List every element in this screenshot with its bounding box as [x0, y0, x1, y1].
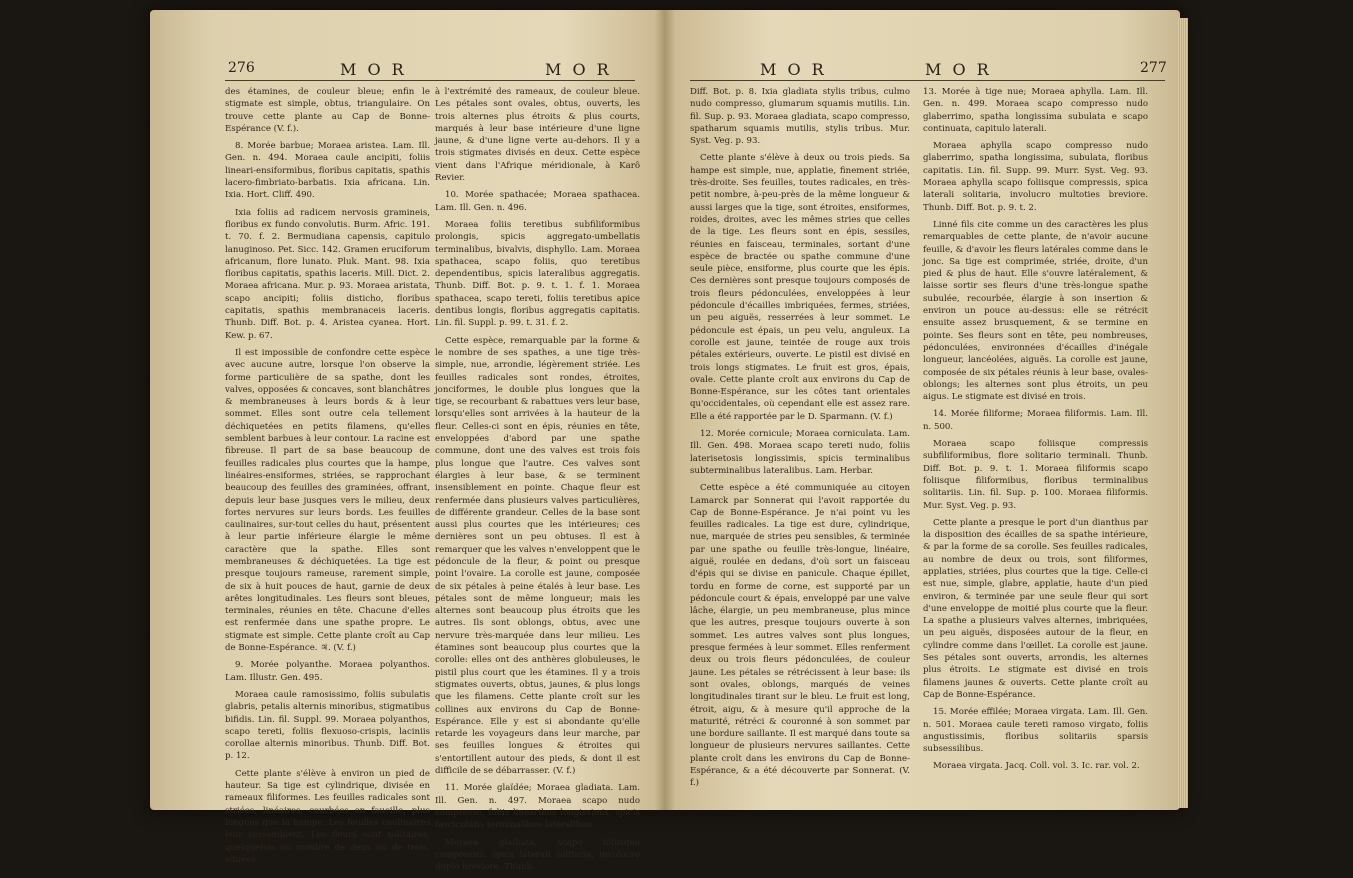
paragraph: 11. Morée glaïdée; Moraea gladiata. Lam. Ill. Gen. n. 497. Moraea scapo nudo compresso, foliis linearibus longissimis, spicis fasciculatis terminalibus lateralibus. [435, 783, 640, 831]
paragraph: 13. Morée à tige nue; Moraea aphylla. Lam. Ill. Gen. n. 499. Moraea scapo compresso nudo glaberrimo, spatha longissima subulata e scapo continuata, capitulo laterali. [923, 87, 1148, 134]
page-number-right: 277 [1140, 60, 1167, 76]
paragraph: Il est impossible de confondre cette espèce avec aucune autre, lorsque l'on observe la forme particulière de sa spathe, dont les valves, opposées & concaves, sont blanchâtres & membraneuses à leurs bords & à leur sommet. Elles sont outre cela tellement déchiquetées en petits filamens, qu'elles semblent barbues à leur contour. La racine est fibreuse. Il part de sa base beaucoup de feuilles radicales plus courtes que la hampe, linéaires-ensiformes, striées, se rapprochant beaucoup des feuilles des graminées, offrant, depuis leur base jusques vers le milieu, deux fortes nervures sur leurs bords. Les feuilles caulinaires, sur-tout celles du haut, présentent à leur partie inférieure élargie le même caractère que la spathe. Elles sont membraneuses & déchiquetées. La tige est presque toujours rameuse, rarement simple, de six à huit pouces de haut, garnie de deux arêtes longitudinales. Les fleurs sont bleues, terminales, réunies en tête. Chacune d'elles est renfermée dans une spathe propre. Le stigmate est simple. Cette plante croît au Cap de Bonne-Espérance. ♃. (V. f.) [225, 347, 430, 654]
paragraph: Moraea gladiata, scapo foliisque compressis, spica laterali solitaria, involucro duplo breviore. Thunb. [435, 837, 640, 873]
paragraph: 15. Morée effilée; Moraea virgata. Lam. Ill. Gen. n. 501. Moraea caule tereti ramoso virgato, foliis angustissimis, floribus solitariis sparsis subsessilibus. [923, 707, 1148, 755]
header-rule-left [225, 80, 635, 81]
open-book [150, 10, 1180, 873]
paragraph: Diff. Bot. p. 8. Ixia gladiata stylis tribus, culmo nudo compresso, glumarum squamis mutilis. Lin. fil. Sup. p. 93. Moraea gladiata, scapo compresso, spatharum squamis mutilis, stylis tribus. Mur. Syst. Veg. p. 93. [690, 87, 910, 147]
right-page [675, 10, 1180, 810]
paragraph: 8. Morée barbue; Moraea aristea. Lam. Ill. Gen. n. 494. Moraea caule ancipiti, foliis lineari-ensiformibus, floribus capitatis, spathis lacero-fimbriato-barbatis. Ixia africana. Lin. Ixia. Hort. Cliff. 490. [225, 141, 430, 201]
paragraph: Linné fils cite comme un des caractères les plus remarquables de cette plante, de n'avoir aucune feuille, & d'avoir les fleurs latérales comme dans le jonc. Sa tige est comprimée, striée, droite, d'un pied & plus de haut. Elle s'ouvre latéralement, & laisse sortir ses fleurs d'une très-longue spathe subulée, recourbée, élargie à son insertion & environ un pouce au-dessus: elle se rétrécit ensuite assez brusquement, & se termine en pointe. Ses fleurs sont en tête, peu nombreuses, pédonculées, environnées d'écailles d'inégale longueur, lancéolées, aiguës. La corolle est jaune, composée de six pétales réunis à leur base, ovales-oblongs; les alternes sont plus étroits, un peu aigus. Le stigmate est divisé en trois. [923, 219, 1148, 403]
paragraph: Cette plante s'élève à deux ou trois pieds. Sa hampe est simple, nue, applatie, finement striée, très-droite. Ses feuilles, toutes radicales, en très-petit nombre, à-peu-près de la même longueur & aussi larges que la tige, sont étroites, ensiformes, roides, droites, avec les mêmes stries que celles de la tige. Les fleurs sont en épis, sessiles, réunies en faisceau, terminales, sortant d'une espèce de bractée ou spathe commune d'une seule pièce, ensiforme, plus courte que les épis. Ces dernières sont presque toujours composés de trois fleurs pédonculées, enveloppées à leur pédoncule d'écailles imbriquées, fermes, striées, un peu aiguës, resserrées à leur sommet. Le pédoncule est épais, un peu velu, anguleux. La corolle est jaune, teintée de rouge aux trois pétales extérieurs, ouverte. Le pistil est divisé en trois longs stigmates. Le fruit est gros, épais, ovale. Cette plante croît aux environs du Cap de Bonne-Espérance, sur les côtes tant orientales qu'occidentales, où cependant elle est assez rare. Elle a été rapportée par le D. Sparmann. (V. f.) [690, 153, 910, 422]
page-edges [1178, 18, 1188, 808]
left-page [150, 10, 655, 873]
running-head-right-2: M O R [925, 60, 992, 79]
paragraph: 12. Morée cornicule; Moraea corniculata. Lam. Ill. Gen. 498. Moraea scapo tereti nudo, foliis laterisetosis longissimis, spicis terminalibus subterminalibus lateralibus. Lam. Herbar. [690, 429, 910, 476]
paragraph: Moraea caule ramosissimo, foliis subulatis glabris, petalis alternis minoribus, stigmatibus bifidis. Lin. fil. Suppl. 99. Moraea polyanthos, scapo tereti, foliis flexuoso-crispis, laciniis corollae alternis minoribus. Thunb. Diff. Bot. p. 12. [225, 689, 430, 762]
paragraph: Cette plante a presque le port d'un dianthus par la disposition des écailles de sa spathe intérieure, & par la forme de sa corolle. Ses feuilles radicales, au nombre de deux ou trois, sont filiformes, applaties, striées, plus courtes que la tige. Celle-ci est nue, simple, glabre, applatie, haute d'un pied environ, & terminée par une seule fleur qui sort d'une enveloppe de moitié plus courte que la fleur. La spathe a plusieurs valves alternes, imbriquées, un peu aiguës, disposées autour de la fleur, en cylindre comme dans l'œillet. La corolle est jaune. Ses pétales sont ouverts, arrondis, les alternes plus étroits. Le stigmate est divisé en trois filamens jaunes & ouverts. Cette plante croît au Cap de Bonne-Espérance. [923, 517, 1148, 700]
running-head-left: M O R [340, 60, 407, 79]
paragraph: Moraea foliis teretibus subfiliformibus prolongis, spicis aggregato-umbellatis terminalibus, bivalvis, disphyllo. Lam. Moraea spathacea, scapo foliis, quo teretibus dependentibus, spicis lateralibus aggregatis. Thunb. Diff. Bot. p. 9. t. 1. f. 1. Moraea spathacea, scapo tereti, foliis teretibus apice dentibus longis, floribus aggregatis capitatis. Lin. fil. Suppl. p. 99. t. 31. f. 2. [435, 219, 640, 329]
paragraph: Moraea scapo foliisque compressis subfiliformibus, flore solitario terminali. Thunb. Diff. Bot. p. 9. t. 1. Moraea filiformis scapo foliisque filiformibus, floribus terminalibus solitariis. Lin. fil. Sup. p. 100. Moraea filiformis. Mur. Syst. Veg. p. 93. [923, 439, 1148, 511]
page-number-left: 276 [228, 60, 255, 76]
book-spread [150, 10, 1180, 873]
paragraph: Cette espèce, remarquable par la forme & le nombre de ses spathes, a une tige très-simple, nue, arrondie, légèrement striée. Les feuilles radicales sont rondes, étroites, jonciformes, le double plus longues que la tige, se recourbant & rabattues vers leur base, lorsqu'elles sont arrivées à la hauteur de la fleur. Celles-ci sont en épis, réunies en tête, enveloppées d'abord par une spathe commune, dont une des valves est trois fois plus longue que l'autre. Ces valves sont élargies à leur base, & se terminent insensiblement en pointe. Chaque fleur est renfermée dans plusieurs valves particulières, de différente grandeur. Celles de la base sont aussi plus courtes que les intérieures; ces dernières sont un peu obtuses. Il est à remarquer que les valves n'enveloppent que le pédoncule de la fleur, & point ou presque point l'ovaire. La corolle est jaune, composée de six pétales à peine étalés à leur base. Les pétales sont de même longueur; mais les alternes sont beaucoup plus étroits que les autres. Ils sont oblongs, obtus, avec une nervure très-marquée dans leur milieu. Les étamines sont beaucoup plus courtes que la corolle: elles ont des anthères globuleuses, le pistil plus court que les étamines. Il y a trois stigmates ouverts, obtus, jaunes, & plus longs que les filamens. Cette plante croît sur les collines aux environs du Cap de Bonne-Espérance. Elle y est si abondante qu'elle retarde les voyageurs dans leur marche, par ses feuilles longues & étroites qui s'entortillent autour des pieds, & dont il est difficile de se débarrasser. (V. f.) [435, 335, 640, 777]
paragraph: 9. Morée polyanthe. Moraea polyanthos. Lam. Illustr. Gen. 495. [225, 660, 430, 683]
paragraph: Cette plante s'élève à environ un pied de hauteur. Sa tige est cylindrique, divisée en rameaux filiformes. Les feuilles radicales sont striées, linéaires, courbées en faucille, plus longues que la hampe. Les feuilles caulinaires leur ressemblent. Les fleurs sont solitaires, quelquefois au nombre de deux ou de trois, situées [225, 768, 430, 865]
paragraph: Moraea virgata. Jacq. Coll. vol. 3. Ic. rar. vol. 2. [933, 761, 1140, 772]
paragraph: à l'extrémité des rameaux, de couleur bleue. Les pétales sont ovales, obtus, ouverts, les trois alternes plus étroits & plus courts, marqués à leur base intérieure d'une ligne jaune, & d'une ligne verte au-dehors. Il y a trois stigmates divisés en deux. Cette espèce vient dans l'Afrique méridionale, à Karô Revier. [435, 87, 640, 184]
running-head-left-2: M O R [545, 60, 612, 79]
running-head-right: M O R [760, 60, 827, 79]
right-column-2 [923, 86, 1148, 778]
paragraph: des étamines, de couleur bleue; enfin le stigmate est simple, obtus, triangulaire. On trouve cette plante au Cap de Bonne-Espérance (V. f.). [225, 87, 430, 134]
header-rule-right [690, 80, 1165, 81]
paragraph: Moraea aphylla scapo compresso nudo glaberrimo, spatha longissima, subulata, floribus capitatis. Lin. fil. Supp. 99. Murr. Syst. Veg. 93. Moraea aphylla scapo foliisque compressis, spica laterali solitaria, involucro multoties breviore. Thunb. Diff. Bot. p. 9. t. 2. [923, 141, 1148, 213]
paragraph: Ixia foliis ad radicem nervosis gramineis, floribus ex fundo convolutis. Burm. Afric. 191. t. 70. f. 2. Bermudiana capensis, capitulo lanuginoso. Pet. Sicc. 142. Gramen eruciforum africanum, flore lunato. Pluk. Mant. 98. Ixia floribus capitatis, spathis laceris. Mill. Dict. 2. Moraea africana. Mur. p. 93. Moraea aristata, scapo ancipiti; foliis disticho, floribus capitatis, spathis membranaceis laceris. Thunb. Diff. Bot. p. 4. Aristea cyanea. Hort. Kew. p. 67. [225, 207, 430, 341]
right-column-1 [690, 86, 910, 795]
paragraph: Cette espèce a été communiquée au citoyen Lamarck par Sonnerat qui l'avoit rapportée du Cap de Bonne-Espérance. Je n'ai point vu les feuilles radicales. La tige est dure, cylindrique, nue, marquée de stries peu sensibles, & terminée par une spathe ou feuille très-longue, linéaire, aiguë, roulée en dedans, d'où sort un faisceau d'épis qui se divise en panicule. Chaque épillet, tordu en forme de corne, est supporté par un pédoncule court & épais, enveloppé par une valve lâche, élargie, un peu membraneuse, plus mince que les autres, presque toujours ouverte à son sommet. Les autres valves sont plus longues, presque fermées à leur sommet. Elles renferment deux ou trois fleurs pédonculées, de couleur jaune. Les pétales se rétrécissent à leur base: ils sont ovales, oblongs, marqués de veines longitudinales tirant sur le bleu. Le fruit est long, étroit, aigu, & à mesure qu'il approche de la maturité, rétréci & couronné à son sommet par une bordure saillante. Il est marqué dans toute sa longueur de plusieurs nervures saillantes. Cette plante croît dans les environs du Cap de Bonne-Espérance, & a été découverte par Sonnerat. (V. f.) [690, 483, 910, 789]
left-column-2 [435, 86, 640, 878]
paragraph: 10. Morée spathacée; Moraea spathacea. Lam. Ill. Gen. n. 496. [435, 190, 640, 213]
left-column-1 [225, 86, 430, 871]
paragraph: 14. Morée filiforme; Moraea filiformis. Lam. Ill. n. 500. [923, 409, 1148, 432]
